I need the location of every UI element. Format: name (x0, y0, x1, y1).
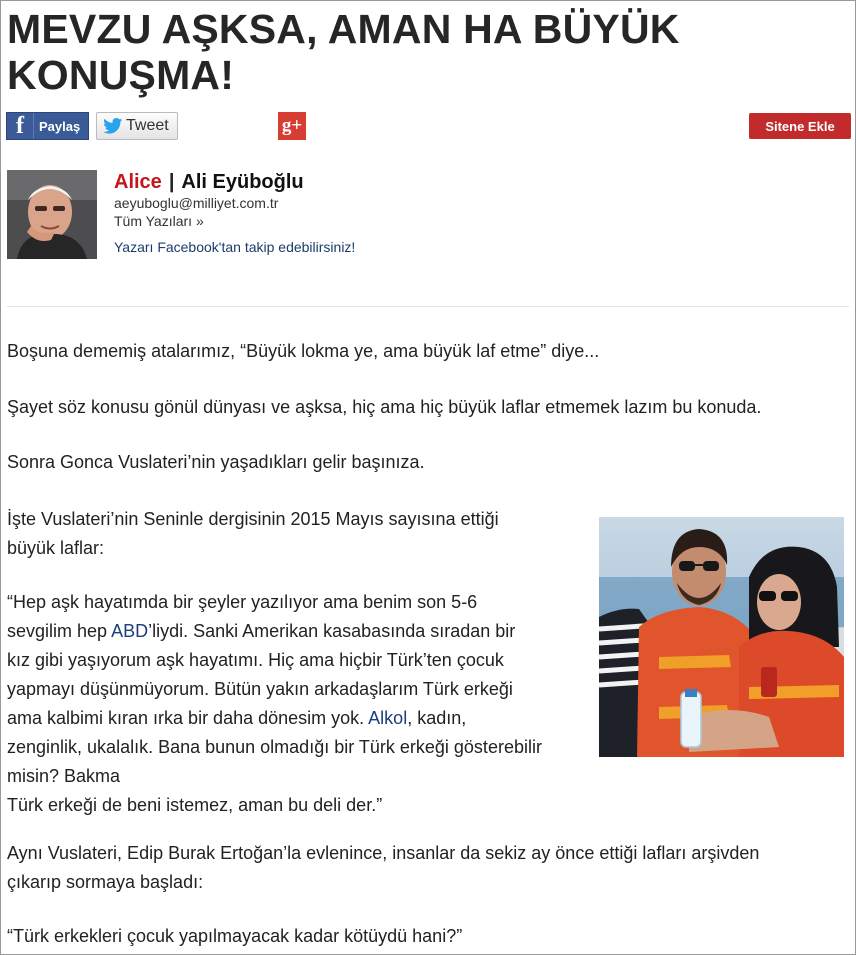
quote-line-8: Türk erkeği de beni istemez, aman bu deli der.” (7, 795, 383, 815)
section-divider (7, 306, 849, 307)
googleplus-share-button[interactable] (278, 112, 306, 140)
quote-paragraph (7, 588, 542, 820)
paragraph-7: “Türk erkekleri çocuk yapılmayacak kadar kötüydü hani?” (7, 926, 463, 946)
tweet-label: Tweet (126, 117, 169, 134)
p6-line-1: Aynı Vuslateri, Edip Burak Ertoğan’la evlenince, insanlar da sekiz ay önce ettiği lafları arşivden (7, 843, 760, 863)
facebook-icon: f (7, 113, 34, 139)
quote-line-5a: ama kalbimi kıran ırka bir daha dönesim yok. (7, 708, 369, 728)
facebook-share-button[interactable] (6, 112, 89, 140)
author-email-link[interactable]: aeyuboglu@milliyet.com.tr (114, 195, 279, 211)
quote-line-1: “Hep aşk hayatımda bir şeyler yazılıyor ama benim son 5-6 (7, 592, 478, 612)
all-posts-link[interactable]: Tüm Yazıları » (114, 213, 204, 229)
author-name-link[interactable]: Ali Eyüboğlu (181, 171, 304, 193)
p4-line-2: büyük laflar: (7, 538, 105, 558)
twitter-bird-icon (103, 118, 123, 134)
paragraph-3: Sonra Gonca Vuslateri’nin yaşadıkları gelir başınıza. (7, 452, 425, 472)
author-info (114, 170, 355, 256)
alkol-link[interactable]: Alkol (368, 708, 408, 728)
facebook-follow-link[interactable]: Yazarı Facebook'tan takip edebilirsiniz! (114, 239, 356, 255)
title-line-2: KONUŞMA! (7, 52, 235, 98)
quote-line-6: zenginlik, ukalalık. Bana bunun olmadığı bir Türk erkeği gösterebilir (7, 737, 542, 757)
paragraph-1: Boşuna dememiş atalarımız, “Büyük lokma ye, ama büyük laf etme” diye... (7, 341, 600, 361)
quote-line-4: yapmayı düşünmüyorum. Bütün yakın arkadaşlarım Türk erkeği (7, 679, 513, 699)
article-title (7, 6, 807, 98)
p4-line-1: İşte Vuslateri’nin Seninle dergisinin 2015 Mayıs sayısına ettiği (7, 509, 499, 529)
quote-line-5b: , kadın, (407, 708, 467, 728)
paragraph-2: Şayet söz konusu gönül dünyası ve aşksa, hiç ama hiç büyük laflar etmemek lazım bu konuda. (7, 397, 762, 417)
title-line-1: MEVZU AŞKSA, AMAN HA BÜYÜK (7, 6, 680, 52)
author-separator: | (168, 171, 175, 193)
author-heading (114, 170, 355, 194)
tweet-button[interactable] (96, 112, 178, 140)
paragraph-4 (7, 505, 499, 563)
quote-line-7: misin? Bakma (7, 766, 121, 786)
author-photo (7, 170, 97, 259)
add-to-site-button[interactable]: Sitene Ekle (749, 113, 851, 139)
column-name-link[interactable]: Alice (114, 171, 162, 193)
facebook-share-label: Paylaş (39, 118, 81, 134)
googleplus-icon: g+ (281, 115, 303, 136)
p6-line-2: çıkarıp sormaya başladı: (7, 872, 204, 892)
quote-line-3: kız gibi yaşıyorum aşk hayatımı. Hiç ama hiçbir Türk’ten çocuk (7, 650, 504, 670)
paragraph-6 (7, 839, 759, 897)
quote-line-2b: ’liydi. Sanki Amerikan kasabasında sıradan bir (148, 621, 516, 641)
quote-line-2a: sevgilim hep (7, 621, 112, 641)
abd-link[interactable]: ABD (111, 621, 149, 641)
article-photo (599, 517, 844, 757)
